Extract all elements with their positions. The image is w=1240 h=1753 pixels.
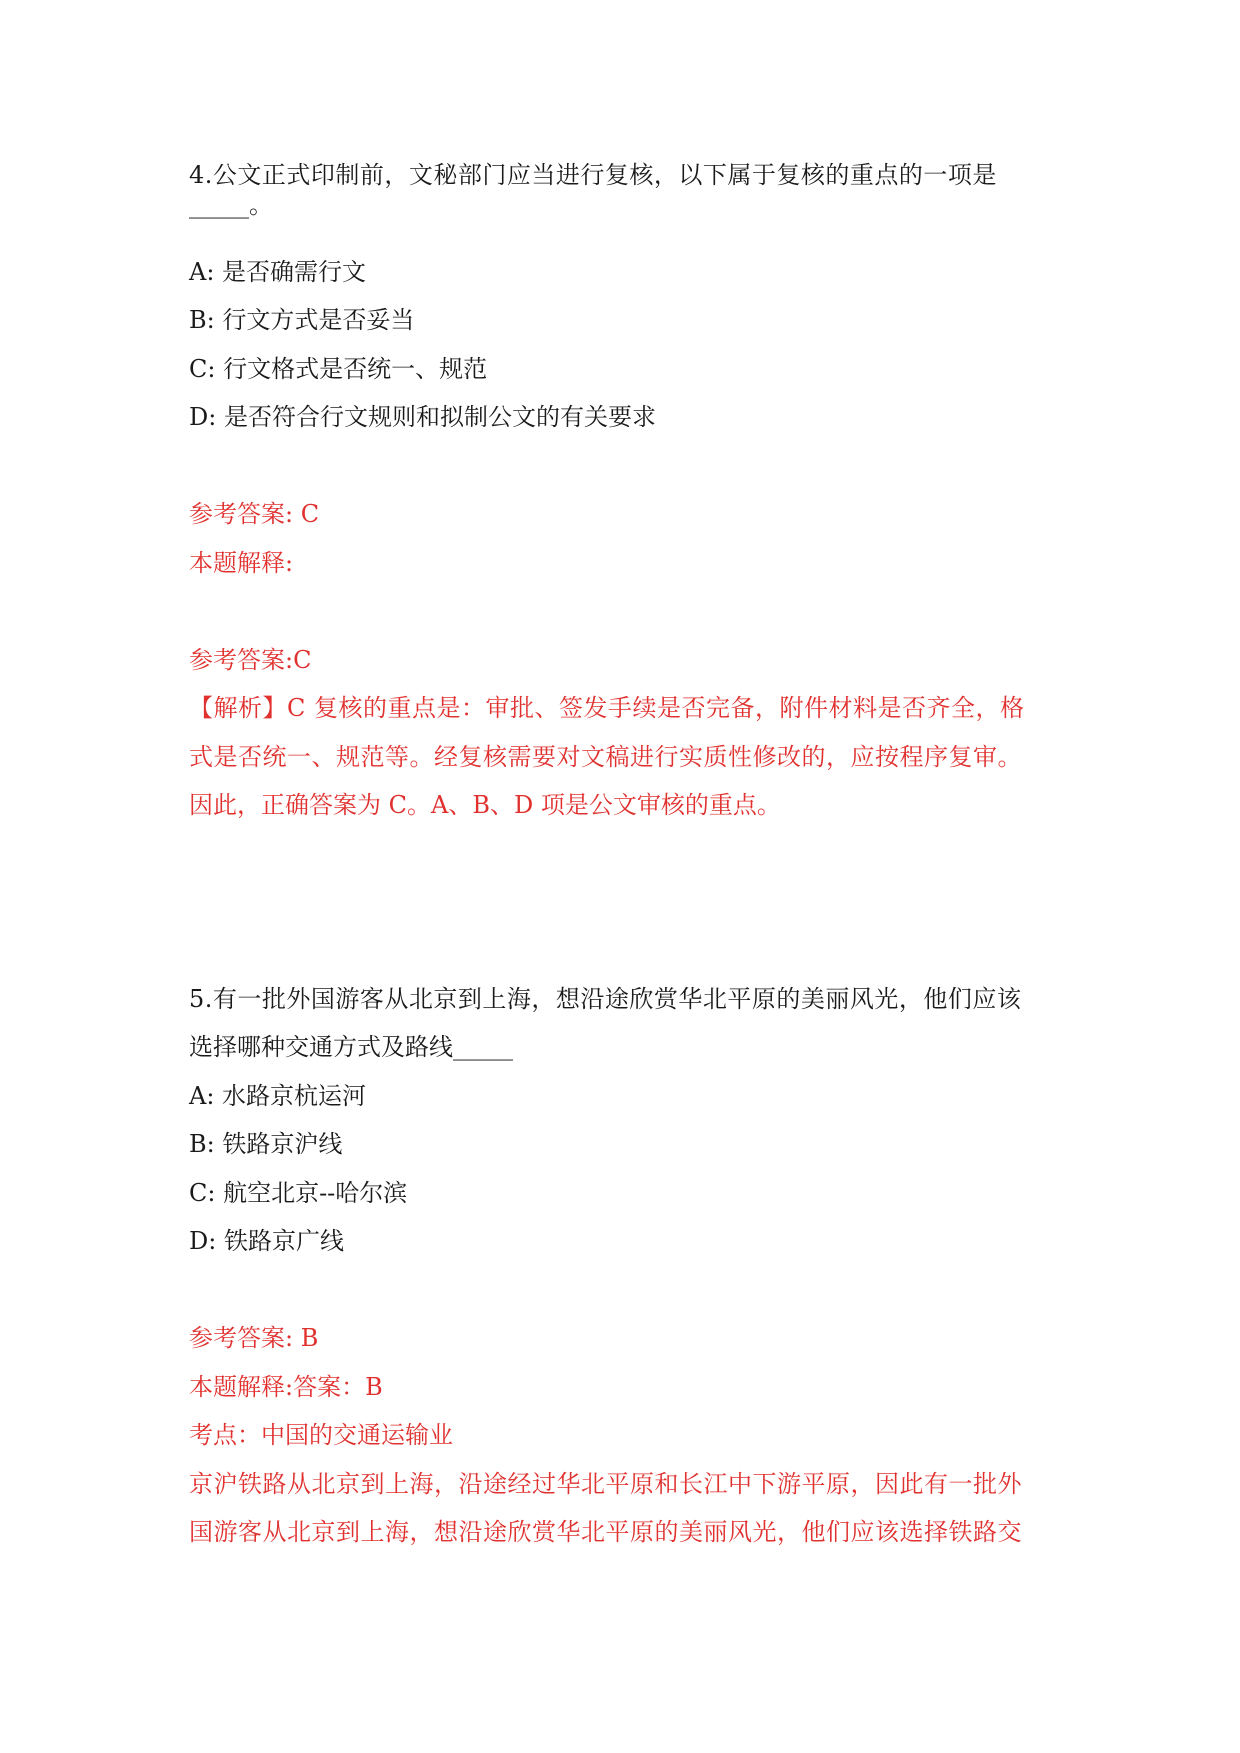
q5-option-b: B: 铁路京沪线 bbox=[189, 1130, 343, 1158]
q5-option-d: D: 铁路京广线 bbox=[189, 1227, 344, 1255]
q4-analysis-line-2: 式是否统一、规范等。经复核需要对文稿进行实质性修改的，应按程序复审。 bbox=[189, 743, 1022, 771]
q5-stem-line-1: 5.有一批外国游客从北京到上海，想沿途欣赏华北平原的美丽风光，他们应该 bbox=[189, 985, 1022, 1013]
q5-explanation: 本题解释:答案：B bbox=[189, 1373, 383, 1401]
q4-option-b: B: 行文方式是否妥当 bbox=[189, 306, 415, 334]
q4-explanation-label: 本题解释: bbox=[189, 549, 294, 577]
q5-analysis-line-2: 国游客从北京到上海，想沿途欣赏华北平原的美丽风光，他们应该选择铁路交 bbox=[189, 1518, 1022, 1546]
q4-answer-repeat: 参考答案:C bbox=[189, 646, 312, 674]
q4-analysis-line-1: 【解析】C 复核的重点是：审批、签发手续是否完备，附件材料是否齐全，格 bbox=[189, 694, 1025, 722]
q5-analysis-line-1: 京沪铁路从北京到上海，沿途经过华北平原和长江中下游平原，因此有一批外 bbox=[189, 1470, 1022, 1498]
q4-option-d: D: 是否符合行文规则和拟制公文的有关要求 bbox=[189, 403, 656, 431]
q5-answer: 参考答案: B bbox=[189, 1324, 319, 1352]
q4-option-a: A: 是否确需行文 bbox=[189, 258, 367, 286]
q4-stem-line-1: 4.公文正式印制前，文秘部门应当进行复核，以下属于复核的重点的一项是 bbox=[189, 161, 997, 189]
q4-option-c: C: 行文格式是否统一、规范 bbox=[189, 355, 488, 383]
q4-analysis-line-3: 因此，正确答案为 C。A、B、D 项是公文审核的重点。 bbox=[189, 791, 781, 819]
q5-topic: 考点：中国的交通运输业 bbox=[189, 1421, 453, 1449]
q5-stem-line-2: 选择哪种交通方式及路线_____ bbox=[189, 1033, 513, 1061]
q4-answer: 参考答案: C bbox=[189, 500, 320, 528]
q4-stem-line-2: _____。 bbox=[189, 191, 273, 219]
q5-option-a: A: 水路京杭运河 bbox=[189, 1082, 367, 1110]
q5-option-c: C: 航空北京--哈尔滨 bbox=[189, 1179, 408, 1207]
